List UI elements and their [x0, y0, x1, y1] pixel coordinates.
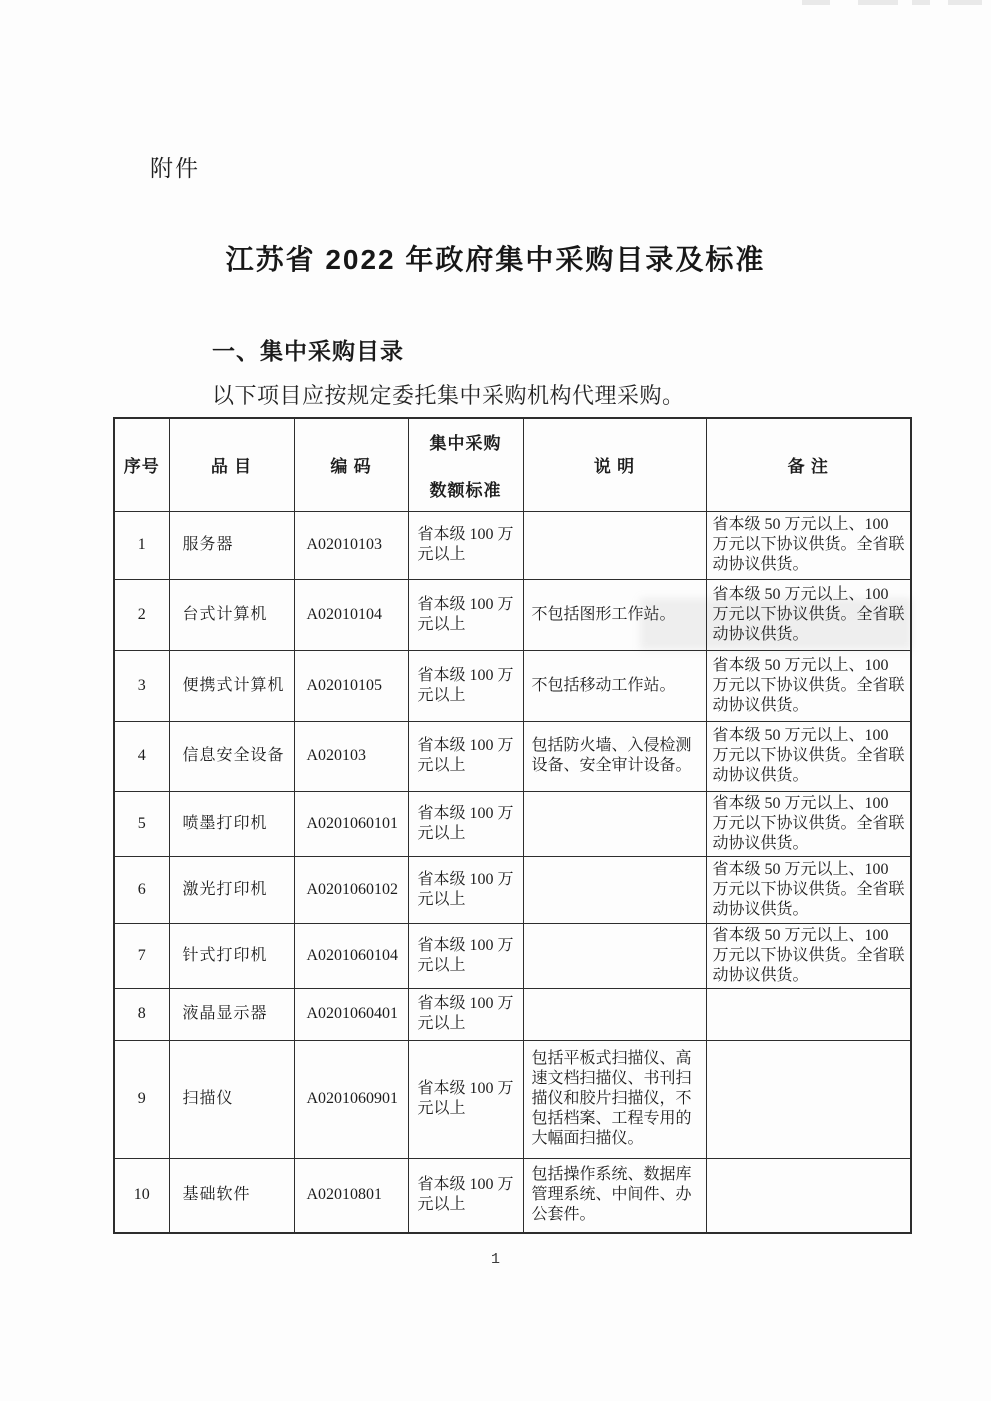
cell-standard: 省本级 100 万元以上 [408, 1040, 523, 1158]
cell-item: 台式计算机 [169, 579, 294, 650]
table-header-row [114, 418, 911, 511]
header-cell-code: 编 码 [294, 418, 408, 511]
attachment-label: 附件 [150, 155, 200, 181]
table-row [114, 923, 911, 988]
cell-description: 不包括图形工作站。 [523, 579, 706, 650]
cell-no: 6 [114, 856, 169, 923]
section-heading: 一、集中采购目录 [212, 338, 404, 364]
cell-standard: 省本级 100 万元以上 [408, 856, 523, 923]
cell-remark: 省本级 50 万元以上、100 万元以下协议供货。全省联动协议供货。 [706, 791, 911, 856]
table-row [114, 721, 911, 791]
cell-code: A0201060901 [294, 1040, 408, 1158]
cell-standard: 省本级 100 万元以上 [408, 988, 523, 1040]
cell-code: A02010105 [294, 650, 408, 721]
table-row [114, 1040, 911, 1158]
intro-paragraph: 以下项目应按规定委托集中采购机构代理采购。 [212, 383, 685, 408]
cell-standard: 省本级 100 万元以上 [408, 721, 523, 791]
cell-remark [706, 1158, 911, 1233]
cell-item: 服务器 [169, 511, 294, 579]
document-title: 江苏省 2022 年政府集中采购目录及标准 [225, 244, 766, 275]
cell-description: 包括防火墙、入侵检测设备、安全审计设备。 [523, 721, 706, 791]
cell-code: A0201060102 [294, 856, 408, 923]
cell-standard: 省本级 100 万元以上 [408, 1158, 523, 1233]
cell-description [523, 791, 706, 856]
header-cell-item: 品 目 [169, 418, 294, 511]
cell-remark [706, 1040, 911, 1158]
cell-remark: 省本级 50 万元以上、100 万元以下协议供货。全省联动协议供货。 [706, 579, 911, 650]
cell-description [523, 923, 706, 988]
cell-code: A0201060104 [294, 923, 408, 988]
cell-no: 4 [114, 721, 169, 791]
cell-no: 5 [114, 791, 169, 856]
cell-code: A02010104 [294, 579, 408, 650]
cell-description [523, 856, 706, 923]
procurement-catalog-table [113, 417, 912, 1234]
cell-code: A020103 [294, 721, 408, 791]
cell-item: 喷墨打印机 [169, 791, 294, 856]
cell-code: A0201060401 [294, 988, 408, 1040]
cell-standard: 省本级 100 万元以上 [408, 923, 523, 988]
table-row [114, 511, 911, 579]
cell-code: A02010103 [294, 511, 408, 579]
cell-description: 包括操作系统、数据库管理系统、中间件、办公套件。 [523, 1158, 706, 1233]
cell-item: 液晶显示器 [169, 988, 294, 1040]
header-standard-line2: 数额标准 [429, 480, 502, 500]
cell-no: 8 [114, 988, 169, 1040]
header-cell-no: 序号 [114, 418, 169, 511]
table-row [114, 856, 911, 923]
cell-standard: 省本级 100 万元以上 [408, 511, 523, 579]
header-cell-remark: 备 注 [706, 418, 911, 511]
cell-remark: 省本级 50 万元以上、100 万元以下协议供货。全省联动协议供货。 [706, 856, 911, 923]
cell-remark [706, 988, 911, 1040]
cell-description: 包括平板式扫描仪、高速文档扫描仪、书刊扫描仪和胶片扫描仪，不包括档案、工程专用的大幅面扫描仪。 [523, 1040, 706, 1158]
cell-no: 10 [114, 1158, 169, 1233]
scan-artifact [912, 0, 930, 5]
cell-remark: 省本级 50 万元以上、100 万元以下协议供货。全省联动协议供货。 [706, 923, 911, 988]
cell-description [523, 511, 706, 579]
table-row [114, 1158, 911, 1233]
cell-code: A02010801 [294, 1158, 408, 1233]
cell-standard: 省本级 100 万元以上 [408, 650, 523, 721]
table-row [114, 650, 911, 721]
table-row [114, 791, 911, 856]
scan-artifact [858, 0, 898, 5]
cell-no: 1 [114, 511, 169, 579]
scan-artifact [802, 0, 830, 5]
cell-item: 激光打印机 [169, 856, 294, 923]
cell-remark: 省本级 50 万元以上、100 万元以下协议供货。全省联动协议供货。 [706, 721, 911, 791]
cell-no: 3 [114, 650, 169, 721]
cell-no: 9 [114, 1040, 169, 1158]
cell-item: 基础软件 [169, 1158, 294, 1233]
cell-no: 7 [114, 923, 169, 988]
cell-item: 扫描仪 [169, 1040, 294, 1158]
cell-no: 2 [114, 579, 169, 650]
table-row [114, 988, 911, 1040]
cell-standard: 省本级 100 万元以上 [408, 579, 523, 650]
cell-remark: 省本级 50 万元以上、100 万元以下协议供货。全省联动协议供货。 [706, 650, 911, 721]
cell-item: 针式打印机 [169, 923, 294, 988]
cell-remark: 省本级 50 万元以上、100 万元以下协议供货。全省联动协议供货。 [706, 511, 911, 579]
scan-artifact [948, 0, 982, 5]
page-number: 1 [490, 1251, 500, 1268]
cell-item: 便携式计算机 [169, 650, 294, 721]
table-row [114, 579, 911, 650]
cell-description [523, 988, 706, 1040]
header-cell-description: 说 明 [523, 418, 706, 511]
header-standard-line1: 集中采购 [429, 433, 502, 453]
header-cell-standard [408, 418, 523, 511]
cell-item: 信息安全设备 [169, 721, 294, 791]
cell-description: 不包括移动工作站。 [523, 650, 706, 721]
cell-code: A0201060101 [294, 791, 408, 856]
cell-standard: 省本级 100 万元以上 [408, 791, 523, 856]
